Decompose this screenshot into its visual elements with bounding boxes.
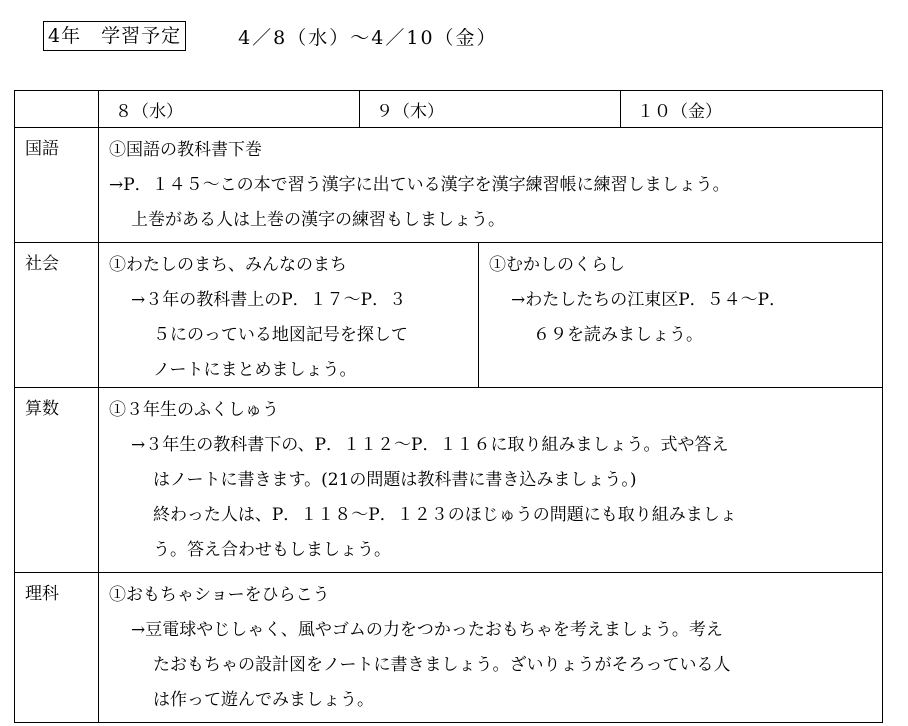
sansu-line-3: はノートに書きます。(21の問題は教科書に書き込みましょう。) — [153, 470, 637, 490]
shakai-left-line-1: ①わたしのまち、みんなのまち — [109, 255, 347, 275]
kokugo-content — [99, 128, 883, 243]
kokugo-line-2: →P．１４５～この本で習う漢字に出ている漢字を漢字練習帳に練習しましょう。 — [109, 175, 730, 195]
shakai-right-line-1: ①むかしのくらし — [489, 255, 625, 275]
table-row-sansu — [15, 388, 883, 573]
sansu-line-4: 終わった人は、P．１１８～P．１２３のほじゅうの問題にも取り組みましょ — [153, 505, 737, 525]
sansu-content — [99, 388, 883, 573]
page-title: 4年 学習予定 — [43, 21, 186, 51]
shakai-right-cell — [479, 243, 882, 387]
subject-label-rika: 理科 — [15, 573, 99, 723]
column-header-thu: ９（木） — [360, 91, 621, 128]
shakai-left-line-4: ノートにまとめましょう。 — [153, 360, 357, 380]
table-header-row — [15, 91, 883, 128]
shakai-content — [99, 243, 883, 388]
rika-line-2: →豆電球やじしゃく、風やゴムの力をつかったおもちゃを考えましょう。考え — [131, 620, 723, 640]
subject-label-kokugo: 国語 — [15, 128, 99, 243]
date-range: 4／8（水）～4／10（金） — [238, 26, 498, 49]
column-header-fri: １０（金） — [621, 91, 883, 128]
rika-line-3: たおもちゃの設計図をノートに書きましょう。ざいりょうがそろっている人 — [153, 655, 731, 675]
shakai-left-line-2: →３年の教科書上のP．１７～P．３ — [131, 290, 407, 310]
corner-cell — [15, 91, 99, 128]
page-header — [43, 20, 498, 52]
kokugo-line-3: 上巻がある人は上巻の漢字の練習もしましょう。 — [131, 210, 505, 230]
rika-content — [99, 573, 883, 723]
shakai-left-line-3: ５にのっている地図記号を探して — [153, 325, 408, 345]
shakai-left-cell — [99, 243, 479, 387]
shakai-right-line-2: →わたしたちの江東区P．５４～P． — [511, 290, 787, 310]
sansu-line-1: ①３年生のふくしゅう — [109, 400, 279, 420]
table-row-rika — [15, 573, 883, 723]
shakai-right-line-3: ６９を読みましょう。 — [533, 325, 703, 345]
subject-label-sansu: 算数 — [15, 388, 99, 573]
schedule-table — [14, 90, 883, 723]
column-header-wed: ８（水） — [99, 91, 360, 128]
table-row-kokugo — [15, 128, 883, 243]
subject-label-shakai: 社会 — [15, 243, 99, 388]
table-row-shakai — [15, 243, 883, 388]
kokugo-line-1: ①国語の教科書下巻 — [109, 140, 262, 160]
rika-line-4: は作って遊んでみましょう。 — [153, 690, 374, 710]
sansu-line-2: →３年生の教科書下の、P．１１２～P．１１６に取り組みましょう。式や答え — [131, 435, 729, 455]
sansu-line-5: う。答え合わせもしましょう。 — [153, 540, 391, 560]
rika-line-1: ①おもちゃショーをひらこう — [109, 585, 330, 605]
